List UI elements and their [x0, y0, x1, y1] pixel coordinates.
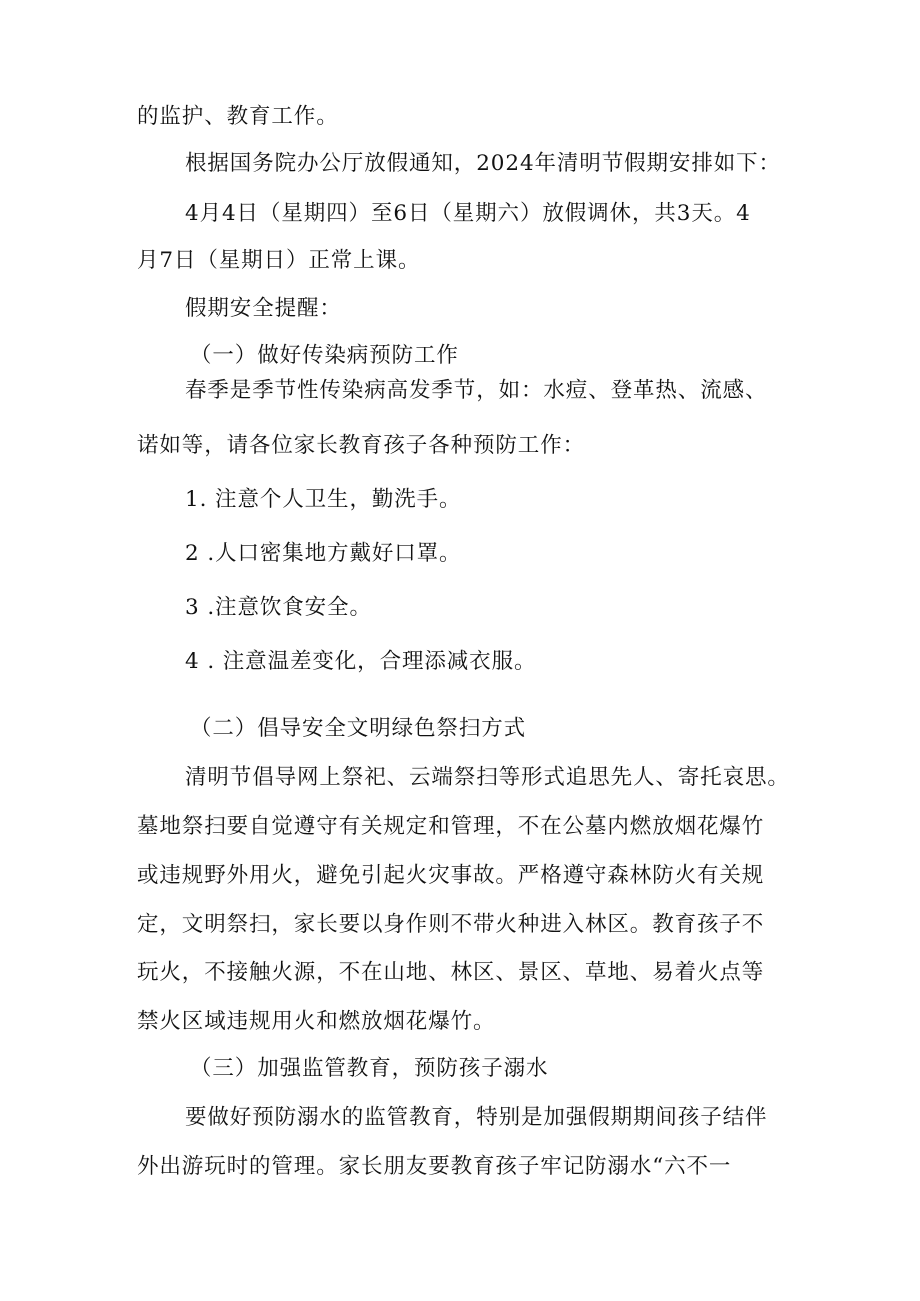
body-text-line: 的监护、教育工作。 — [137, 104, 339, 129]
body-text-line: 定，文明祭扫，家长要以身作则不带火种进入林区。教育孩子不 — [137, 912, 765, 937]
body-text-line: 4月4日（星期四）至6日（星期六）放假调休，共3天。4 — [185, 201, 751, 226]
body-text-line: 外出游玩时的管理。家长朋友要教育孩子牢记防溺水“六不一 — [137, 1154, 732, 1179]
body-text-line: 玩火，不接触火源，不在山地、林区、景区、草地、易着火点等 — [137, 960, 765, 985]
body-text-line: 清明节倡导网上祭祀、云端祭扫等形式追思先人、寄托哀思。 — [185, 765, 790, 790]
section-heading: （三）加强监管教育，预防孩子溺水 — [190, 1056, 549, 1081]
body-text-line: 月7日（星期日）正常上课。 — [137, 248, 421, 273]
body-text-line: 或违规野外用火，避免引起火灾事故。严格遵守森林防火有关规 — [137, 863, 765, 888]
list-item: 2 .人口密集地方戴好口罩。 — [185, 541, 462, 566]
body-text-line: 要做好预防溺水的监管教育，特别是加强假期期间孩子结伴 — [185, 1105, 768, 1130]
section-heading: （二）倡导安全文明绿色祭扫方式 — [190, 716, 527, 741]
body-text-line: 诺如等，请各位家长教育孩子各种预防工作： — [137, 433, 586, 458]
body-text-line: 根据国务院办公厅放假通知，2024年清明节假期安排如下： — [185, 151, 781, 176]
body-text-line: 墓地祭扫要自觉遵守有关规定和管理，不在公墓内燃放烟花爆竹 — [137, 814, 765, 839]
body-text-line: 禁火区域违规用火和燃放烟花爆竹。 — [137, 1009, 496, 1034]
list-item: 1. 注意个人卫生，勤洗手。 — [185, 487, 462, 512]
section-label: 假期安全提醒： — [185, 296, 342, 321]
list-item: 4 . 注意温差变化，合理添减衣服。 — [185, 649, 537, 674]
section-heading: （一）做好传染病预防工作 — [190, 343, 459, 368]
list-item: 3 .注意饮食安全。 — [185, 595, 372, 620]
body-text-line: 春季是季节性传染病高发季节，如：水痘、登革热、流感、 — [185, 378, 768, 403]
